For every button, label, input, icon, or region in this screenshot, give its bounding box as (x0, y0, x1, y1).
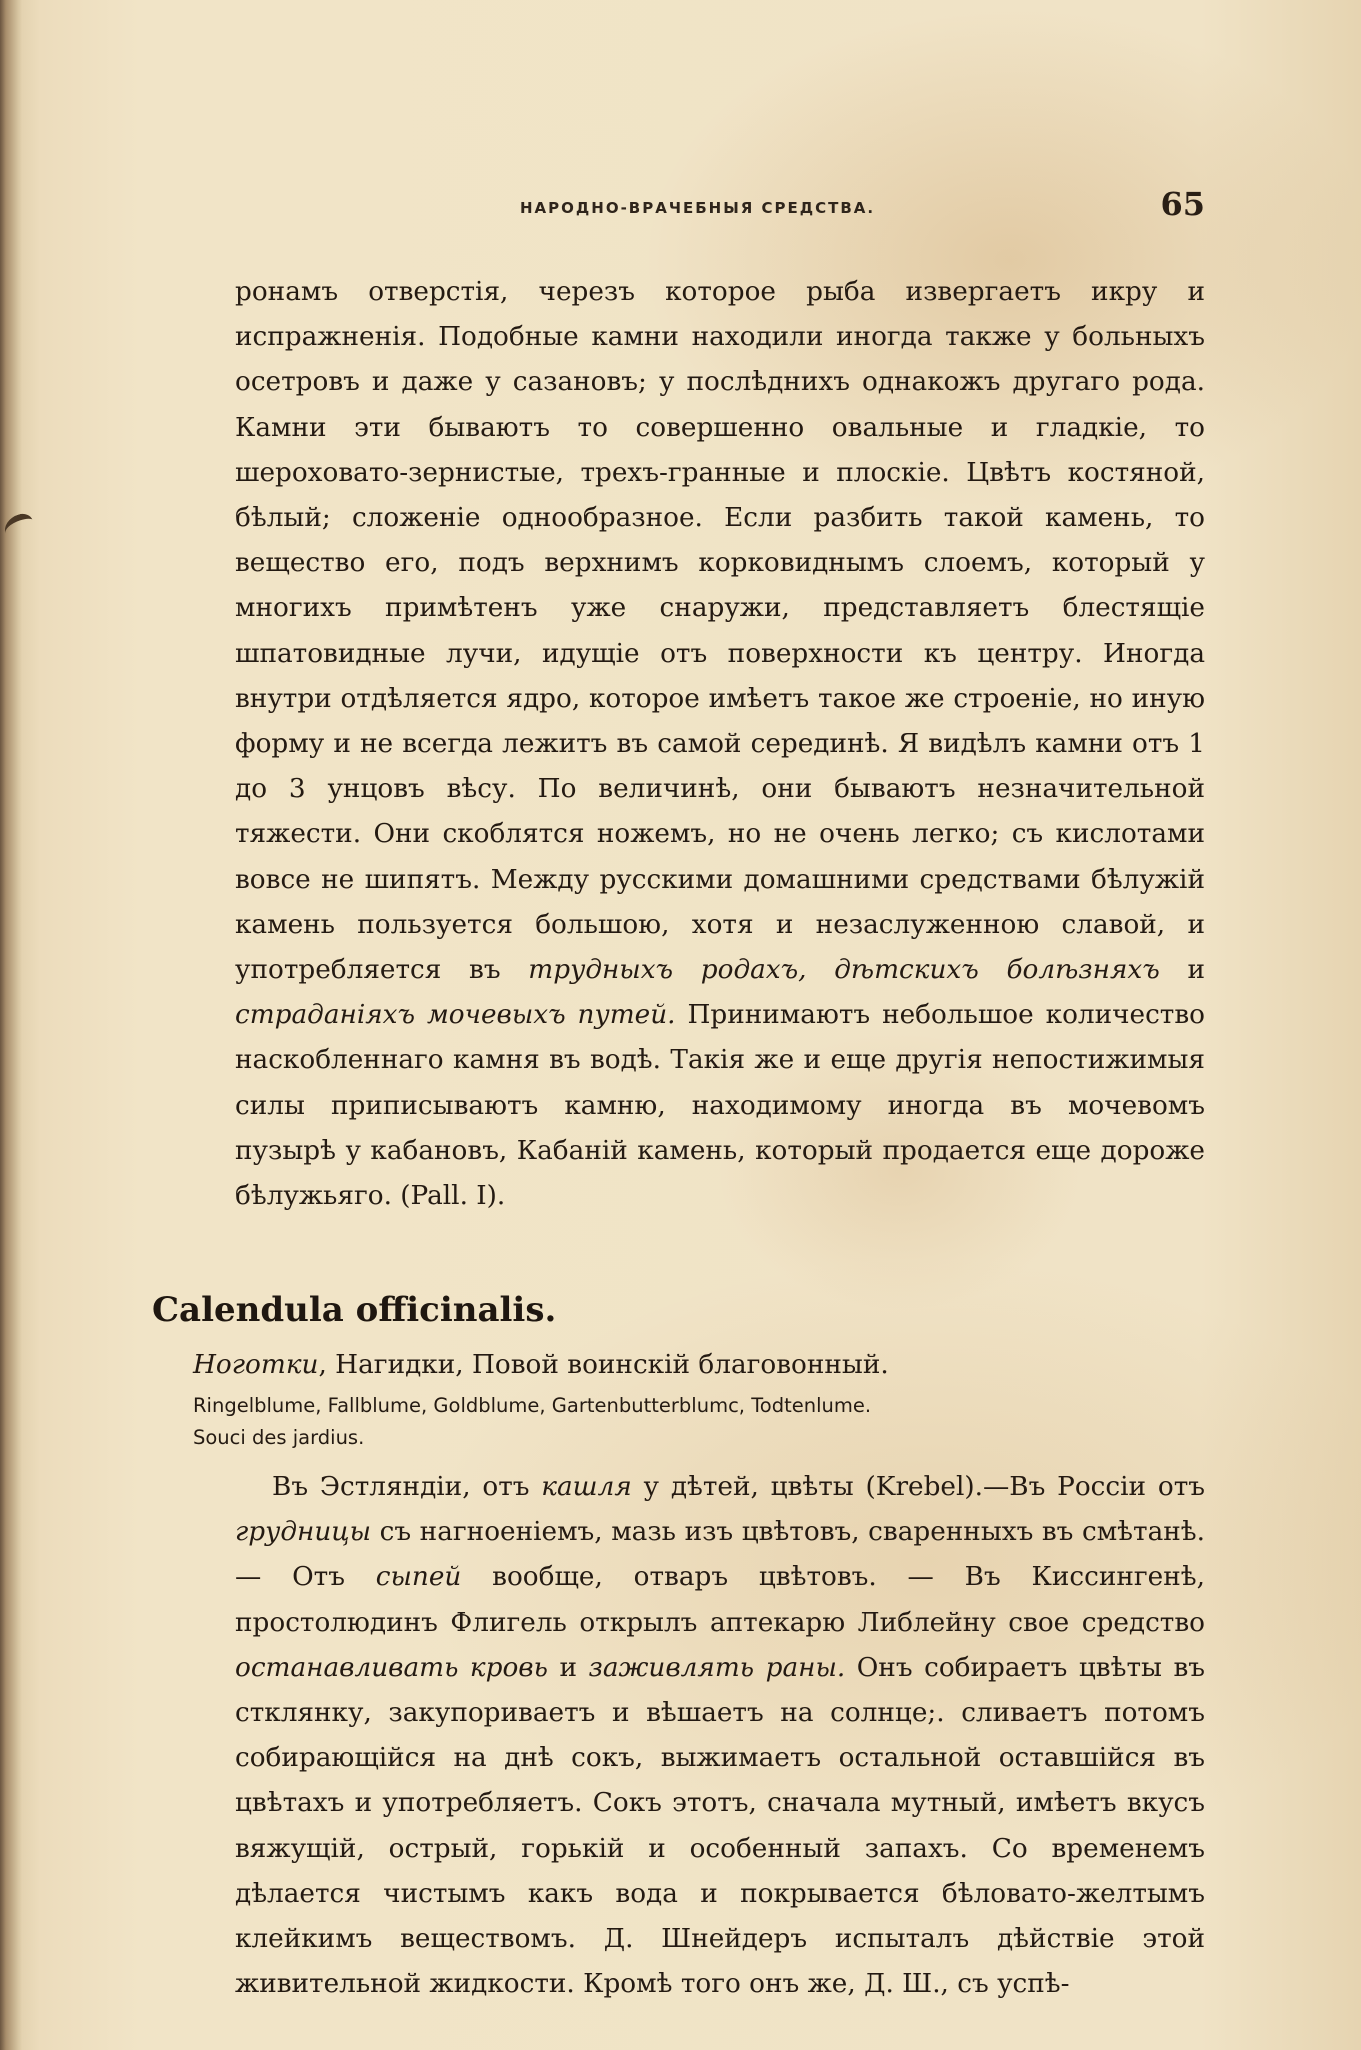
text-run: и (1159, 955, 1205, 986)
text-run: Принимаютъ небольшое количество наскобленнаго камня въ водѣ. Такія же и еще другія непостижимыя силы приписываютъ камню, находимому иногда въ мочевомъ пузырѣ у кабановъ, Кабаній камень, который продается еще дороже бѣлужьяго. (Pall. I). (235, 1000, 1205, 1212)
text-run: и (547, 1652, 589, 1683)
running-head: НАРОДНО-ВРАЧЕБНЫЯ СРЕДСТВА. (520, 199, 876, 217)
italic-run: кашля (541, 1472, 632, 1502)
text-run: у дѣтей, цвѣты (Krebel).—Въ Россіи отъ (631, 1472, 1205, 1502)
text-run: вообще, отваръ цвѣтовъ. — Въ Киссингенѣ, простолюдинъ Флигель открылъ аптекарю Либлейну свое средство (235, 1562, 1205, 1638)
book-spine-shadow (0, 0, 22, 2050)
body-paragraph-1 (235, 270, 1205, 1219)
paragraph-text (235, 1465, 1205, 2007)
italic-run: заживлять раны. (588, 1652, 846, 1683)
text-run: съ нагноеніемъ, мазь изъ цвѣтовъ, сваренныхъ въ смѣтанѣ. — Отъ (235, 1517, 1205, 1593)
italic-run: сыпей (375, 1562, 462, 1593)
paragraph-text (235, 270, 1205, 1219)
russian-names-rest: , Нагидки, Повой воинскій благовонный. (318, 1350, 889, 1380)
russian-names (193, 1345, 889, 1385)
page-header (235, 185, 1205, 235)
russian-name-italic: Ноготки (193, 1350, 319, 1380)
italic-run: страданіяхъ мочевыхъ путей. (235, 1000, 676, 1031)
text-run: Въ Эстляндіи, отъ (272, 1472, 542, 1502)
italic-run: останавливать кровь (235, 1652, 548, 1683)
german-names: Ringelblume, Fallblume, Goldblume, Gartenbutterblumc, Todtenlume. (193, 1394, 872, 1417)
page-number: 65 (1160, 185, 1205, 223)
french-names: Souci des jardius. (193, 1426, 365, 1449)
italic-run: трудныхъ родахъ, дѣтскихъ болѣзняхъ (528, 955, 1160, 986)
italic-run: грудницы (235, 1517, 372, 1548)
entry-title: Calendula officinalis. (152, 1290, 557, 1330)
text-run: Онъ собираетъ цвѣты въ стклянку, закупориваетъ и вѣшаетъ на солнце;. сливаетъ потомъ собирающійся на днѣ сокъ, выжимаетъ остальной оставшійся въ цвѣтахъ и употребляетъ. Сокъ этотъ, сначала мутный, имѣетъ вкусъ вяжущій, острый, горькій и особенный запахъ. Со временемъ дѣлается чистымъ какъ вода и покрывается бѣловато-желтымъ клейкимъ веществомъ. Д. Шнейдеръ испыталъ дѣйствіе этой живительной жидкости. Кромѣ того онъ же, Д. Ш., съ успѣ- (235, 1652, 1206, 2000)
text-run: ронамъ отверстія, черезъ которое рыба извергаетъ икру и испражненія. Подобные камни находили иногда также у больныхъ осетровъ и даже у сазановъ; у послѣднихъ однакожъ другаго рода. Камни эти бываютъ то совершенно овальные и гладкіе, то шероховато-зернистые, трехъ-гранные и плоскіе. Цвѣтъ костяной, бѣлый; сложеніе однообразное. Если разбить такой камень, то вещество его, подъ верхнимъ корковиднымъ слоемъ, который у многихъ примѣтенъ уже снаружи, представляетъ блестящіе шпатовидные лучи, идущіе отъ поверхности къ центру. Иногда внутри отдѣляется ядро, которое имѣетъ такое же строеніе, но иную форму и не всегда лежитъ въ самой серединѣ. Я видѣлъ камни отъ 1 до 3 унцовъ вѣсу. По величинѣ, они бываютъ незначительной тяжести. Они скоблятся ножемъ, но не очень легко; съ кислотами вовсе не шипятъ. Между русскими домашними средствами бѣлужій камень пользуется большою, хотя и незаслуженною славой, и употребляется въ (235, 277, 1205, 986)
body-paragraph-2 (235, 1465, 1205, 2007)
